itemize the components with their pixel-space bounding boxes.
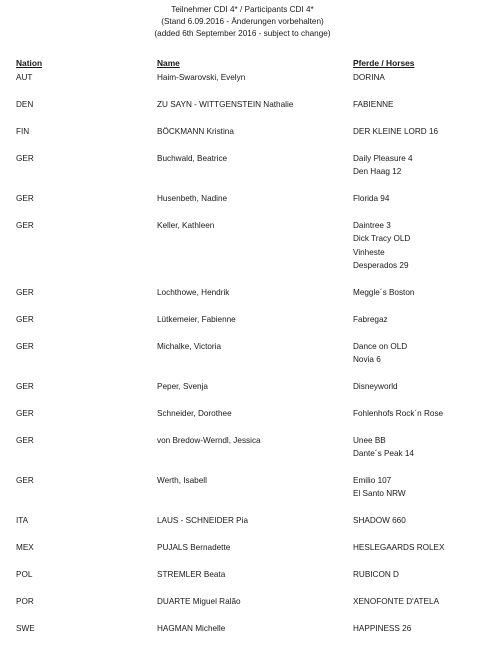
horses-cell — [353, 71, 385, 84]
rider-name-cell: PUJALS Bernadette — [157, 543, 231, 552]
horse-name: Fabregaz — [353, 315, 388, 324]
horse-name: Dick Tracy OLD — [353, 234, 411, 244]
header-title: Teilnehmer CDI 4* / Participants CDI 4* — [171, 5, 314, 14]
nation-cell: FIN — [16, 127, 30, 136]
horses-cell — [353, 474, 406, 501]
rider-name-cell: Michalke, Victoria — [157, 342, 222, 351]
horses-cell — [353, 434, 414, 461]
rider-name-cell: Peper, Svenja — [157, 382, 208, 391]
horse-name: HAPPINESS 26 — [353, 624, 412, 633]
horse-name: Dante´s Peak 14 — [353, 449, 414, 459]
rider-name-cell: Werth, Isabell — [157, 476, 207, 485]
nation-cell: AUT — [16, 73, 33, 82]
rider-name-cell: ZU SAYN - WITTGENSTEIN Nathalie — [157, 100, 294, 109]
nation-cell: GER — [16, 342, 34, 351]
nation-cell: GER — [16, 288, 34, 297]
rider-name-cell: Buchwald, Beatrice — [157, 154, 228, 163]
horse-name: Den Haag 12 — [353, 167, 402, 177]
header-status-german: (Stand 6.09.2016 - Änderungen vorbehalten) — [161, 17, 324, 27]
nation-cell: SWE — [16, 624, 35, 633]
nation-cell: GER — [16, 315, 34, 324]
horses-cell — [353, 98, 394, 111]
nation-cell: POL — [16, 570, 33, 579]
rider-name-cell: HAGMAN Michelle — [157, 624, 226, 633]
header-status-english: (added 6th September 2016 - subject to change) — [154, 29, 331, 39]
horses-cell — [353, 152, 413, 179]
horse-name: Desperados 29 — [353, 260, 409, 270]
rider-name-cell: Haim-Swarovski, Evelyn — [157, 73, 246, 82]
nation-cell: GER — [16, 154, 34, 163]
horse-name: Daily Pleasure 4 — [353, 154, 413, 163]
column-header-nation: Nation — [16, 58, 43, 68]
nation-cell: GER — [16, 436, 34, 445]
rider-name-cell: Lütkemeier, Fabienne — [157, 315, 236, 324]
horse-name: Meggle´s Boston — [353, 288, 415, 297]
rider-name-cell: LAUS - SCHNEIDER Pia — [157, 516, 248, 525]
nation-cell: MEX — [16, 543, 34, 552]
column-header-name: Name — [157, 58, 180, 68]
nation-cell: DEN — [16, 100, 34, 109]
rider-name-cell: Husenbeth, Nadine — [157, 194, 228, 203]
nation-cell: POR — [16, 597, 34, 606]
nation-cell: GER — [16, 221, 34, 230]
horses-cell — [353, 340, 407, 367]
rider-name-cell: Schneider, Dorothee — [157, 409, 232, 418]
horse-name: FABIENNE — [353, 100, 394, 109]
horse-name: RUBICON D — [353, 570, 399, 579]
nation-cell: GER — [16, 409, 34, 418]
rider-name-cell: Lochthowe, Hendrik — [157, 288, 230, 297]
horse-name: Disneyworld — [353, 382, 398, 391]
horses-cell — [353, 622, 411, 635]
horse-name: Vinheste — [353, 247, 385, 257]
horses-cell — [353, 568, 399, 581]
horses-cell — [353, 380, 398, 393]
rider-name-cell: STREMLER Beata — [157, 570, 226, 579]
horses-cell — [353, 541, 444, 554]
nation-cell: GER — [16, 194, 34, 203]
horses-cell — [353, 286, 414, 299]
document-header — [0, 4, 485, 41]
horse-name: HESLEGAARDS ROLEX — [353, 543, 445, 552]
horse-name: Dance on OLD — [353, 342, 408, 351]
horses-cell — [353, 313, 388, 326]
nation-cell: GER — [16, 382, 34, 391]
horse-name: SHADOW 660 — [353, 516, 406, 525]
horse-name: XENOFONTE D'ATELA — [353, 597, 440, 606]
horse-name: Fohlenhofs Rock´n Rose — [353, 409, 444, 418]
horse-name: DORINA — [353, 73, 385, 82]
horse-name: Florida 94 — [353, 194, 390, 203]
horse-name: Novia 6 — [353, 355, 381, 365]
horse-name: DER KLEINE LORD 16 — [353, 127, 439, 136]
rider-name-cell: BÖCKMANN Kristina — [157, 127, 234, 136]
column-header-horses: Pferde / Horses — [353, 58, 415, 68]
horses-cell — [353, 192, 389, 205]
nation-cell: GER — [16, 476, 34, 485]
horse-name: Emilio 107 — [353, 476, 392, 485]
horses-cell — [353, 514, 406, 527]
nation-cell: ITA — [16, 516, 29, 525]
horses-cell — [353, 407, 443, 420]
horses-cell — [353, 595, 439, 608]
rider-name-cell: DUARTE Miguel Ralão — [157, 597, 241, 606]
horses-cell — [353, 219, 410, 272]
rider-name-cell: von Bredow-Werndl, Jessica — [157, 436, 261, 445]
horses-cell — [353, 125, 438, 138]
horse-name: El Santo NRW — [353, 489, 406, 499]
horse-name: Unee BB — [353, 436, 386, 445]
horse-name: Daintree 3 — [353, 221, 391, 230]
rider-name-cell: Keller, Kathleen — [157, 221, 215, 230]
